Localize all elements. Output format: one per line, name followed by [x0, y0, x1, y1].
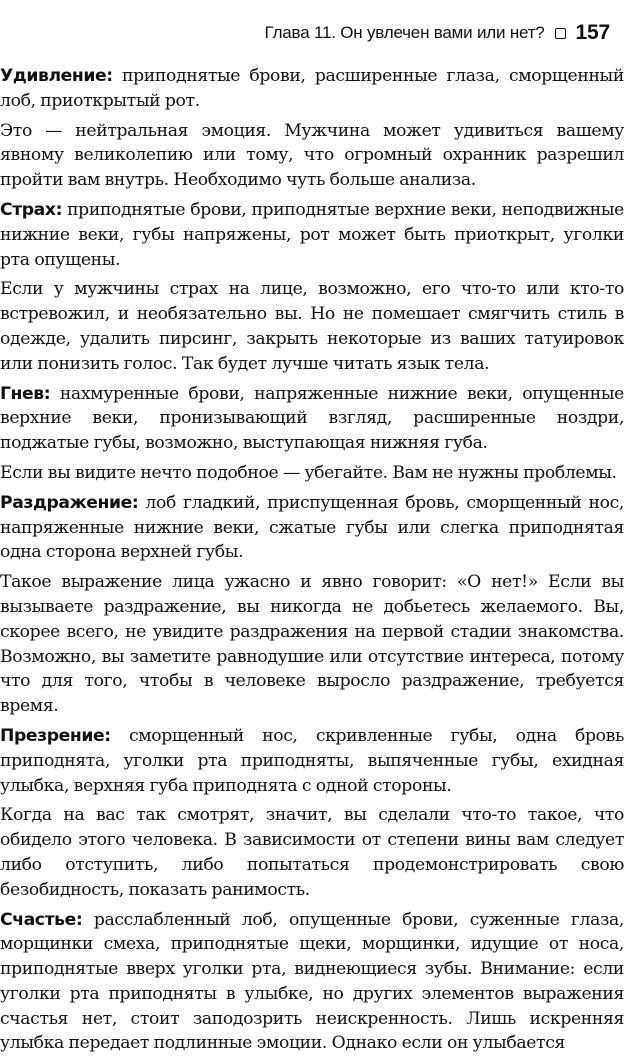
term-label: Раздражение: — [0, 492, 139, 513]
paragraph-text: приподнятые брови, расширенные глаза, сморщенный лоб, приоткрытый рот. — [0, 66, 624, 111]
paragraph-text: Когда на вас так смотрят, значит, вы сделали что-то такое, что обидело этого человека. В зависимости от степени вины вам следует либо отступить, либо попытаться продемонстрировать свою безобидность, показать ранимость. — [0, 805, 624, 900]
paragraph-text: нахмуренные брови, напряженные нижние веки, опущенные верхние веки, пронизывающий взгляд, расширенные ноздри, поджатые губы, возможно, выступающая нижняя губа. — [0, 383, 624, 454]
paragraph-text: сморщенный нос, скривленные губы, одна бровь приподнята, уголки рта приподняты, выпяченные губы, ехидная улыбка, верхняя губа приподнята с одной стороны. — [0, 725, 624, 796]
paragraph-text: Если вы видите нечто подобное — убегайте. Вам не нужны проблемы. — [0, 462, 617, 483]
paragraph-contempt-comment — [0, 803, 624, 902]
paragraph-text: Это — нейтральная эмоция. Мужчина может удивиться вашему явному великолепию или тому, что огромный охранник разрешил пройти вам внутрь. Необходимо чуть больше анализа. — [0, 120, 624, 191]
term-label: Счастье: — [0, 909, 83, 930]
paragraph-fear-comment — [0, 277, 624, 376]
paragraph-text: расслабленный лоб, опущенные брови, суженные глаза, морщинки смеха, приподнятые щеки, морщинки, идущие от носа, приподнятые вверх уголки рта, виднеющиеся зубы. Внимание: если уголки рта приподняты в улыбке, но других элементов выражения счастья нет, стоит заподозрить неискренность. Лишь искренняя улыбка передает подлинные эмоции. Однако если он улыбается — [0, 909, 624, 1054]
paragraph-text: приподнятые брови, приподнятые верхние веки, неподвижные нижние веки, губы напряжены, рот может быть приоткрыт, уголки рта опущены. — [0, 199, 624, 270]
paragraph-surprise — [0, 64, 624, 114]
paragraph-anger — [0, 382, 624, 456]
term-label: Презрение: — [0, 725, 111, 746]
paragraph-text: лоб гладкий, приспущенная бровь, сморщенный нос, напряженные нижние веки, сжатые губы или слегка приподнятая одна сторона верхней губы. — [0, 492, 624, 563]
paragraph-happiness — [0, 908, 624, 1057]
body-text — [0, 64, 624, 1061]
term-label: Гнев: — [0, 383, 51, 404]
term-label: Удивление: — [0, 66, 113, 86]
paragraph-irritation-comment — [0, 570, 624, 719]
paragraph-contempt — [0, 724, 624, 798]
running-header — [265, 18, 610, 48]
paragraph-irritation — [0, 491, 624, 565]
checkbox-square-icon — [555, 28, 566, 39]
page-number: 157 — [575, 21, 610, 44]
paragraph-fear — [0, 198, 624, 272]
chapter-title: Глава 11. Он увлечен вами или нет? — [264, 23, 545, 42]
term-label: Страх: — [0, 199, 63, 220]
paragraph-text: Если у мужчины страх на лице, возможно, его что-то или кто-то встревожил, и необязательно вы. Но не помешает смягчить стиль в одежде, удалить пирсинг, закрыть некоторые из ваших татуировок или понизить голос. Так будет лучше читать язык тела. — [0, 279, 624, 374]
paragraph-anger-comment — [0, 461, 624, 486]
paragraph-text: Такое выражение лица ужасно и явно говорит: «О нет!» Если вы вызываете раздражение, вы никогда не добьетесь желаемого. Вы, скорее всего, не увидите раздражения на первой стадии знакомства. Возможно, вы заметите равнодушие или отсутствие интереса, потому что для того, чтобы в человеке выросло раздражение, требуется время. — [0, 572, 624, 717]
paragraph-surprise-comment — [0, 119, 624, 193]
